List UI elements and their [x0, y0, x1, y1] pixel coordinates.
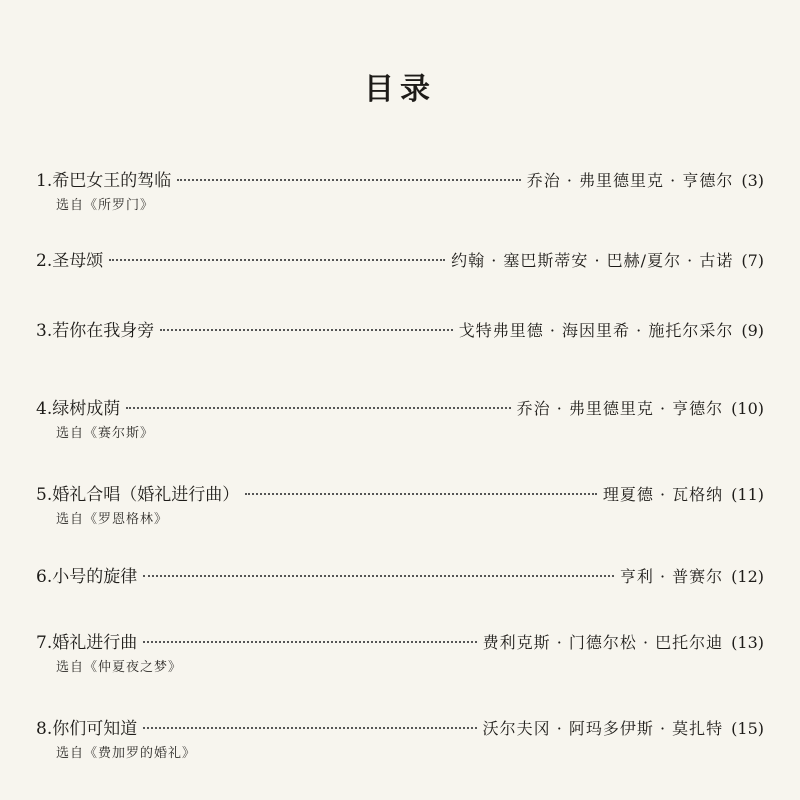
entry-title: 希巴女王的驾临	[52, 171, 172, 191]
entry-page-number: (13)	[731, 633, 764, 652]
dot-leader	[126, 407, 510, 409]
entry-number: 3.	[36, 321, 53, 341]
entry-number: 7.	[36, 633, 53, 653]
entry-number: 5.	[36, 485, 53, 505]
entry-page-number: (15)	[731, 719, 764, 738]
toc-entry	[36, 394, 764, 441]
toc-entry	[36, 246, 764, 272]
dot-leader	[160, 329, 453, 331]
entry-number: 8.	[36, 719, 53, 739]
dot-leader	[245, 493, 597, 495]
toc-entry	[36, 480, 764, 527]
entry-page-number: (9)	[741, 321, 764, 340]
entry-source: 选自《仲夏夜之梦》	[56, 660, 183, 675]
entry-number: 4.	[36, 399, 53, 419]
entry-number: 1.	[36, 171, 53, 191]
entry-title: 若你在我身旁	[52, 321, 155, 341]
entry-composer: 亨利 · 普赛尔	[619, 567, 724, 586]
entry-title: 绿树成荫	[52, 399, 121, 419]
toc-entry-line	[36, 166, 764, 192]
entry-composer: 沃尔夫冈 · 阿玛多伊斯 · 莫扎特	[482, 719, 724, 738]
dot-leader	[177, 179, 521, 181]
entry-composer: 戈特弗里德 · 海因里希 · 施托尔采尔	[458, 321, 734, 340]
toc-entry-line	[36, 246, 764, 272]
entry-page-number: (10)	[731, 399, 764, 418]
toc-entry-line	[36, 714, 764, 740]
entry-page-number: (12)	[731, 567, 764, 586]
entry-title: 你们可知道	[52, 719, 138, 739]
toc-entry-line	[36, 480, 764, 506]
entry-title: 小号的旋律	[52, 567, 138, 587]
entry-source: 选自《所罗门》	[56, 198, 155, 213]
entry-title: 婚礼合唱（婚礼进行曲）	[52, 485, 240, 505]
dot-leader	[143, 641, 476, 643]
dot-leader	[109, 259, 445, 261]
entry-composer: 费利克斯 · 门德尔松 · 巴托尔迪	[482, 633, 724, 652]
toc-entry	[36, 562, 764, 588]
entry-page-number: (7)	[741, 251, 764, 270]
entry-page-number: (11)	[731, 485, 764, 504]
entry-composer: 约翰 · 塞巴斯蒂安 · 巴赫/夏尔 · 古诺	[451, 251, 734, 270]
toc-entry-line	[36, 562, 764, 588]
entry-title: 圣母颂	[52, 251, 104, 271]
dot-leader	[143, 575, 614, 577]
toc-entry	[36, 166, 764, 213]
entry-number: 2.	[36, 251, 53, 271]
toc-entry-line	[36, 316, 764, 342]
toc-entry	[36, 714, 764, 761]
toc-entry-line	[36, 394, 764, 420]
dot-leader	[143, 727, 476, 729]
entry-source: 选自《费加罗的婚礼》	[56, 746, 197, 761]
toc-entry	[36, 316, 764, 342]
entry-number: 6.	[36, 567, 53, 587]
entry-title: 婚礼进行曲	[52, 633, 138, 653]
entry-page-number: (3)	[741, 171, 764, 190]
entry-source: 选自《罗恩格林》	[56, 512, 169, 527]
entry-composer: 乔治 · 弗里德里克 · 亨德尔	[526, 171, 734, 190]
entry-composer: 理夏德 · 瓦格纳	[602, 485, 724, 504]
toc-entry	[36, 628, 764, 675]
entry-composer: 乔治 · 弗里德里克 · 亨德尔	[516, 399, 724, 418]
page-title: 目录	[364, 72, 436, 107]
entry-source: 选自《赛尔斯》	[56, 426, 155, 441]
toc-entry-line	[36, 628, 764, 654]
